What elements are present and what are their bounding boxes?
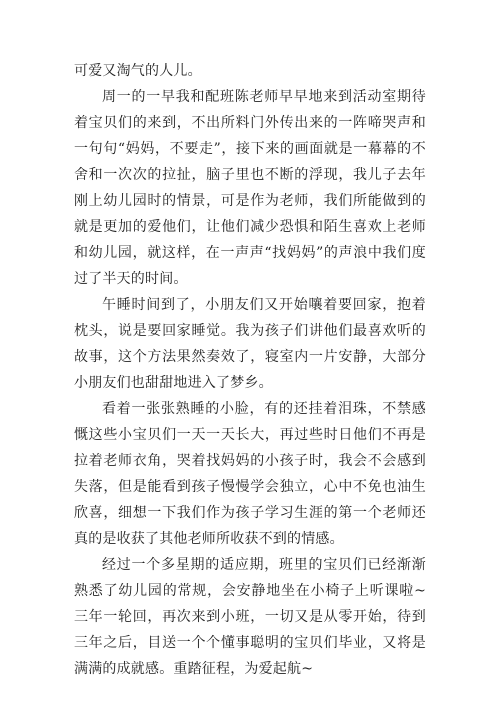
paragraph-continuation: 可爱又淘气的人儿。 (74, 63, 202, 79)
paragraph-nap-time: 午睡时间到了，小朋友们又开始嚷着要回家，抱着枕头，说是要回家睡觉。我为孩子们讲他们最喜欢听的故事，这个方法果然奏效了，寝室内一片安静，大部分小朋友们也甜甜地进入了梦乡。 (74, 297, 426, 391)
paragraph-adaptation-period: 经过一个多星期的适应期，班里的宝贝们已经渐渐熟悉了幼儿园的常规，会安静地坐在小椅子上听课啦~三年一轮回，再次来到小班，一切又是从零开始，待到三年之后，目送一个个懂事聪明的宝贝们毕业，又将是满满的成就感。重踏征程，为爱起航~ (74, 557, 426, 677)
paragraph-sleeping-faces: 看着一张张熟睡的小脸，有的还挂着泪珠，不禁感慨这些小宝贝们一天一天长大，再过些时日他们不再是拉着老师衣角，哭着找妈妈的小孩子时，我会不会感到失落，但是能看到孩子慢慢学会独立，心中不免也油生欣喜，细想一下我们作为孩子学习生涯的第一个老师还真的是收获了其他老师所收获不到的情感。 (74, 401, 426, 547)
paragraph-monday-morning: 周一的一早我和配班陈老师早早地来到活动室期待着宝贝们的来到，不出所料门外传出来的一阵啼哭声和一句句“妈妈，不要走”，接下来的画面就是一幕幕的不舍和一次次的拉扯，脑子里也不断的浮现，我儿子去年刚上幼儿园时的情景，可是作为老师，我们所能做到的就是更加的爱他们，让他们减少恐惧和陌生喜欢上老师和幼儿园，就这样，在一声声“找妈妈”的声浪中我们度过了半天的时间。 (74, 89, 426, 287)
document-body (74, 58, 426, 682)
